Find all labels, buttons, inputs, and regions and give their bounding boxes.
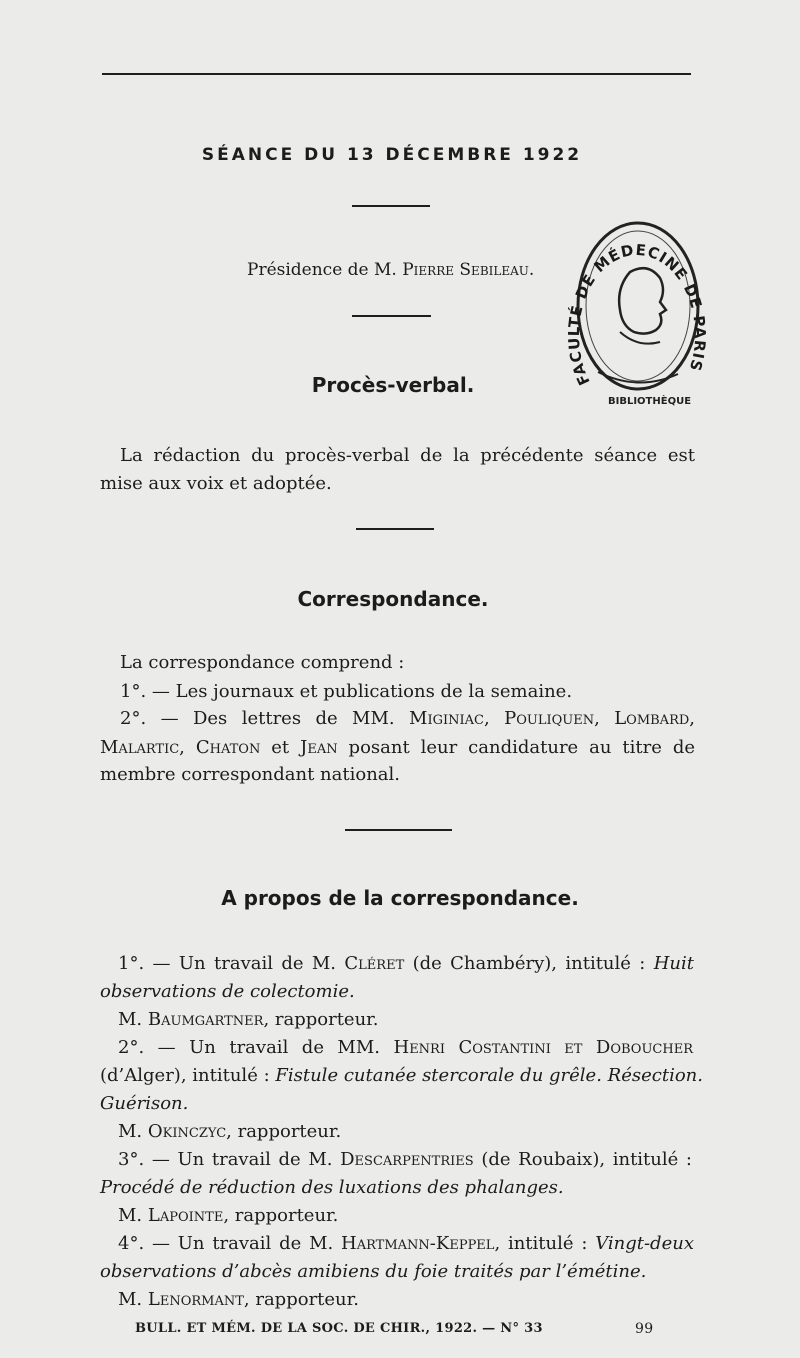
presidence-divider — [352, 315, 431, 317]
seance-title: SÉANCE DU 13 DÉCEMBRE 1922 — [201, 145, 583, 165]
entry-4-line-1 — [118, 1233, 694, 1255]
stamp-bottom-text: BIBLIOTHÈQUE — [608, 396, 692, 407]
entry-4-title-end: observations d’abcès amibiens du foie traités par l’émétine. — [100, 1261, 647, 1282]
entry-2-authors: Henri Costantini et Doboucher — [393, 1037, 693, 1058]
rapporteur-name: Baumgartner — [147, 1009, 264, 1030]
entry-4-title-start: Vingt-deux — [595, 1233, 694, 1254]
entry-4-prefix: 4°. — Un travail de M. — [118, 1233, 334, 1254]
rapporteur-m: M. — [118, 1009, 143, 1030]
correspondance-heading: Correspondance. — [297, 587, 489, 611]
correspondance-item-2-line-1 — [120, 708, 695, 730]
name-malartic: Malartic, — [100, 737, 185, 758]
name-jean: Jean — [300, 737, 338, 758]
proces-verbal-line-1: La rédaction du procès-verbal de la précédente séance est — [120, 445, 695, 466]
entry-3-mid: (de Roubaix), intitulé : — [481, 1149, 692, 1170]
top-rule — [102, 73, 691, 75]
name-lombard: Lombard, — [614, 708, 695, 729]
footer-journal: BULL. ET MÉM. DE LA SOC. DE CHIR., 1922. — N° 33 — [135, 1321, 543, 1336]
name-miginiac: Miginiac, — [409, 708, 490, 729]
rapporteur-suffix: , rapporteur. — [263, 1009, 379, 1030]
correspondance-item-2-line-3: membre correspondant national. — [100, 764, 401, 785]
entry-2-line-2 — [100, 1065, 703, 1087]
presidence-line — [247, 259, 534, 281]
name-pouliquen: Pouliquen, — [504, 708, 600, 729]
entry-3-rapporteur — [118, 1205, 338, 1227]
entry-2-prefix: 2°. — Un travail de MM. — [118, 1037, 381, 1058]
presidence-prefix: Présidence de M. — [247, 260, 397, 280]
entry-1-rapporteur — [118, 1009, 379, 1031]
entry-2-rapporteur — [118, 1121, 341, 1143]
entry-3-author: Descarpentries — [340, 1149, 474, 1170]
entry-2-title-end: Guérison. — [100, 1093, 189, 1114]
et-word: et — [271, 737, 290, 758]
entry-2-origin: (d’Alger), intitulé : — [100, 1065, 270, 1086]
rapporteur-suffix: , rapporteur. — [223, 1205, 339, 1226]
entry-3-line-1 — [118, 1149, 692, 1171]
entry-4-author: Hartmann-Keppel — [341, 1233, 495, 1254]
rapporteur-name: Lenormant — [147, 1289, 244, 1310]
stamp-text: FAC É DE MÉDECINE DE IS — [568, 240, 706, 389]
footer-page-number: 99 — [635, 1321, 654, 1337]
entry-2-line-1 — [118, 1037, 693, 1059]
item-2-prefix: 2°. — Des lettres de MM. — [120, 708, 395, 729]
name-chaton: Chaton — [195, 737, 261, 758]
entry-1-line-1 — [118, 953, 694, 975]
item-2-rest: posant leur candidature au titre de — [348, 737, 696, 758]
correspondance-intro: La correspondance comprend : — [120, 652, 405, 673]
rapporteur-m: M. — [118, 1289, 143, 1310]
svg-text:FACULTÉ DE MÉDECINE DE PARIS — [568, 241, 706, 388]
entry-1-mid: (de Chambéry), intitulé : — [412, 953, 646, 974]
correspondance-item-2-line-2 — [100, 737, 695, 759]
proces-verbal-divider — [356, 528, 434, 530]
entry-1-title-end: observations de colectomie. — [100, 981, 355, 1002]
rapporteur-name: Okinczyc — [147, 1121, 227, 1142]
correspondance-divider — [345, 829, 452, 831]
proces-verbal-line-2: mise aux voix et adoptée. — [100, 473, 332, 494]
entry-3-title: Procédé de réduction des luxations des phalanges. — [100, 1177, 564, 1198]
proces-verbal-heading: Procès-verbal. — [311, 373, 475, 397]
rapporteur-m: M. — [118, 1205, 143, 1226]
entry-4-rapporteur — [118, 1289, 359, 1311]
entry-1-author: Cléret — [344, 953, 405, 974]
a-propos-heading: A propos de la correspondance. — [221, 886, 579, 910]
entry-4-mid: , intitulé : — [494, 1233, 588, 1254]
rapporteur-suffix: , rapporteur. — [226, 1121, 342, 1142]
entry-2-title: Fistule cutanée stercorale du grêle. Résection. — [275, 1065, 703, 1086]
presidence-suffix: . — [528, 260, 535, 280]
entry-1-prefix: 1°. — Un travail de M. — [118, 953, 337, 974]
entry-1-title-start: Huit — [653, 953, 694, 974]
rapporteur-name: Lapointe — [147, 1205, 224, 1226]
correspondance-item-1: 1°. — Les journaux et publications de la semaine. — [120, 681, 573, 702]
president-name: Pierre Sebileau — [402, 260, 529, 280]
entry-3-prefix: 3°. — Un travail de M. — [118, 1149, 333, 1170]
rapporteur-m: M. — [118, 1121, 143, 1142]
title-divider — [352, 205, 430, 207]
rapporteur-suffix: , rapporteur. — [243, 1289, 359, 1310]
